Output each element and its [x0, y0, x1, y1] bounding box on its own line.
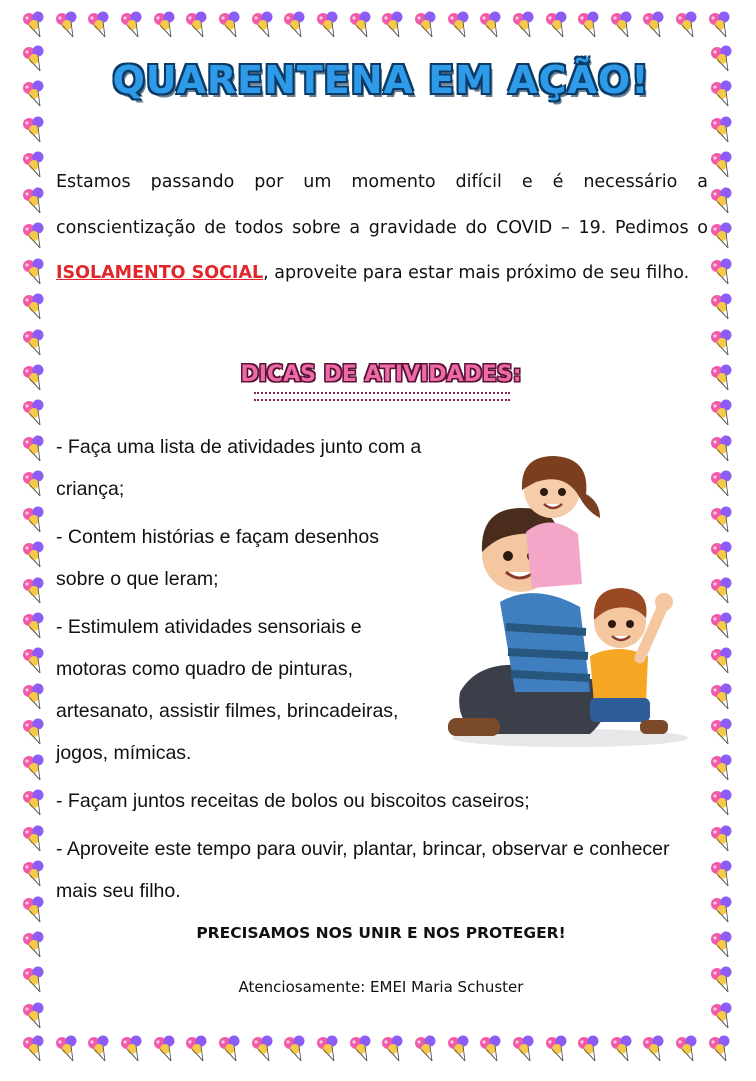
balloon-icon	[85, 10, 115, 40]
intro-text-start: Estamos passando por um momento difícil e é necessário a conscientização de todos sobre a gravidade do COVID – 19. Pedimos o	[56, 172, 708, 238]
balloon-icon	[20, 221, 50, 251]
balloon-icon	[20, 150, 50, 180]
balloon-icon	[708, 257, 738, 287]
tip-item: - Façam juntos receitas de bolos ou biscoitos caseiros;	[56, 790, 530, 812]
balloon-icon	[708, 44, 738, 74]
balloon-icon	[706, 1034, 736, 1064]
balloon-icon	[445, 10, 475, 40]
balloon-icon	[708, 79, 738, 109]
father-eye-left	[503, 551, 513, 561]
boy-shoe	[640, 720, 668, 734]
balloon-icon	[379, 10, 409, 40]
balloon-icon	[20, 646, 50, 676]
balloon-icon	[445, 1034, 475, 1064]
balloon-icon	[20, 753, 50, 783]
tip-item: - Contem histórias e façam desenhos sobre o que leram;	[56, 526, 379, 590]
balloon-icon	[20, 469, 50, 499]
balloon-icon	[477, 10, 507, 40]
balloon-icon	[20, 505, 50, 535]
balloon-icon	[20, 186, 50, 216]
balloon-icon	[708, 469, 738, 499]
balloon-icon	[708, 859, 738, 889]
balloon-icon	[20, 540, 50, 570]
boy-eye-right	[626, 620, 634, 628]
border-top	[20, 10, 736, 44]
balloon-icon	[20, 1001, 50, 1031]
section-underline	[254, 392, 510, 401]
balloon-icon	[118, 1034, 148, 1064]
balloon-icon	[608, 1034, 638, 1064]
balloon-icon	[183, 1034, 213, 1064]
boy-eye-left	[608, 620, 616, 628]
balloon-icon	[314, 10, 344, 40]
tip-item: - Estimulem atividades sensoriais e motoras como quadro de pinturas, artesanato, assistir filmes, brincadeiras, jogos, mímicas.	[56, 616, 399, 764]
balloon-icon	[708, 965, 738, 995]
balloon-icon	[20, 328, 50, 358]
signature: Atenciosamente: EMEI Maria Schuster	[238, 978, 524, 996]
girl-eye-left	[540, 488, 548, 496]
balloon-icon	[216, 10, 246, 40]
balloon-icon	[20, 930, 50, 960]
balloon-icon	[314, 1034, 344, 1064]
balloon-icon	[20, 10, 50, 40]
balloon-icon	[20, 292, 50, 322]
balloon-icon	[708, 115, 738, 145]
balloon-icon	[20, 398, 50, 428]
balloon-icon	[20, 44, 50, 74]
boy-hand	[655, 593, 673, 611]
balloon-icon	[706, 10, 736, 40]
balloon-icon	[708, 895, 738, 925]
balloon-icon	[20, 895, 50, 925]
balloon-icon	[708, 930, 738, 960]
balloon-icon	[708, 576, 738, 606]
balloon-icon	[510, 1034, 540, 1064]
balloon-icon	[20, 682, 50, 712]
balloon-icon	[543, 10, 573, 40]
balloon-icon	[640, 1034, 670, 1064]
balloon-icon	[708, 398, 738, 428]
intro-paragraph	[56, 160, 708, 297]
balloon-icon	[20, 611, 50, 641]
balloon-icon	[575, 1034, 605, 1064]
balloon-icon	[575, 10, 605, 40]
balloon-icon	[53, 1034, 83, 1064]
balloon-icon	[510, 10, 540, 40]
balloon-icon	[708, 824, 738, 854]
balloon-icon	[20, 965, 50, 995]
balloon-icon	[708, 682, 738, 712]
balloon-icon	[20, 824, 50, 854]
father-shoe	[448, 718, 500, 736]
balloon-icon	[85, 1034, 115, 1064]
balloon-icon	[708, 292, 738, 322]
girl-dress	[526, 522, 582, 588]
balloon-icon	[708, 150, 738, 180]
balloon-icon	[708, 328, 738, 358]
family-illustration	[440, 442, 690, 752]
balloon-icon	[20, 434, 50, 464]
balloon-icon	[20, 115, 50, 145]
balloon-icon	[708, 186, 738, 216]
girl-eye-right	[558, 488, 566, 496]
balloon-icon	[708, 646, 738, 676]
closing-message: PRECISAMOS NOS UNIR E NOS PROTEGER!	[196, 924, 566, 942]
balloon-icon	[412, 10, 442, 40]
balloon-icon	[216, 1034, 246, 1064]
balloon-icon	[379, 1034, 409, 1064]
intro-text-end: , aproveite para estar mais próximo de seu filho.	[263, 263, 690, 283]
balloon-icon	[708, 540, 738, 570]
balloon-icon	[281, 1034, 311, 1064]
balloon-icon	[53, 10, 83, 40]
balloon-icon	[151, 10, 181, 40]
balloon-icon	[151, 1034, 181, 1064]
balloon-icon	[118, 10, 148, 40]
balloon-icon	[708, 505, 738, 535]
border-bottom	[20, 1034, 736, 1068]
boy-smile	[612, 636, 630, 640]
balloon-icon	[20, 363, 50, 393]
balloon-icon	[708, 788, 738, 818]
section-title: DICAS DE ATIVIDADES:	[240, 362, 522, 387]
balloon-icon	[543, 1034, 573, 1064]
balloon-icon	[477, 1034, 507, 1064]
balloon-icon	[640, 10, 670, 40]
balloon-icon	[20, 79, 50, 109]
balloon-icon	[347, 10, 377, 40]
balloon-icon	[412, 1034, 442, 1064]
balloon-icon	[20, 576, 50, 606]
balloon-icon	[20, 257, 50, 287]
balloon-icon	[281, 10, 311, 40]
balloon-icon	[249, 10, 279, 40]
border-right	[708, 44, 742, 1031]
balloon-icon	[608, 10, 638, 40]
balloon-icon	[20, 859, 50, 889]
balloon-icon	[183, 10, 213, 40]
flyer-content	[56, 52, 706, 1032]
balloon-icon	[708, 1001, 738, 1031]
girl-smile	[544, 504, 562, 508]
balloon-icon	[708, 717, 738, 747]
balloon-icon	[673, 10, 703, 40]
balloon-icon	[249, 1034, 279, 1064]
balloon-icon	[708, 363, 738, 393]
balloon-icon	[347, 1034, 377, 1064]
balloon-icon	[673, 1034, 703, 1064]
balloon-icon	[708, 221, 738, 251]
balloon-icon	[708, 611, 738, 641]
balloon-icon	[708, 753, 738, 783]
balloon-icon	[20, 788, 50, 818]
balloon-icon	[708, 434, 738, 464]
page-title: QUARENTENA EM AÇÃO!	[112, 58, 650, 102]
tip-item: - Aproveite este tempo para ouvir, plantar, brincar, observar e conhecer mais seu filho.	[56, 838, 670, 902]
boy-shorts	[590, 698, 650, 722]
balloon-icon	[20, 717, 50, 747]
tip-item: - Faça uma lista de atividades junto com a criança;	[56, 436, 422, 500]
balloon-icon	[20, 1034, 50, 1064]
border-left	[20, 44, 54, 1031]
intro-highlight: ISOLAMENTO SOCIAL	[56, 263, 264, 283]
